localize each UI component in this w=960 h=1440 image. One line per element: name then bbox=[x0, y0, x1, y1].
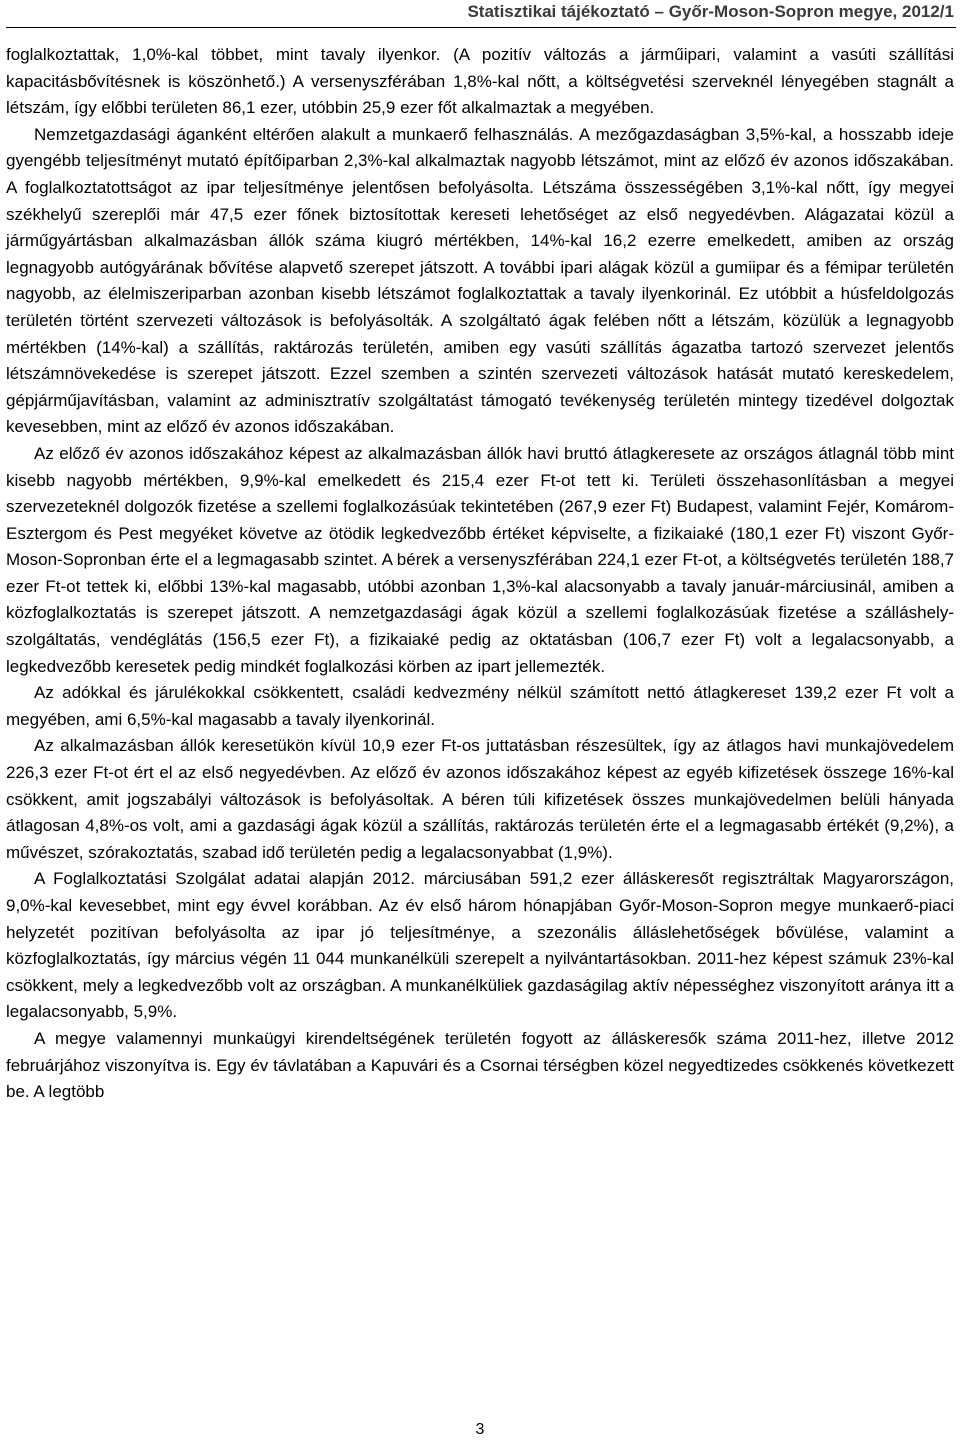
paragraph-job-centres: A megye valamennyi munkaügyi kirendeltségének területén fogyott az álláskeresők száma 2011-hez, illetve 2012 februárjához viszonyítva is. Egy év távlatában a Kapuvári és a Csornai térségben közel negyedtizedes csökkenés következett be. A legtöbb bbox=[6, 1028, 954, 1102]
paragraph-net-earnings: Az adókkal és járulékokkal csökkentett, családi kedvezmény nélkül számított nettó átlagkereset 139,2 ezer Ft volt a megyében, ami 6,5%-kal magasabb a tavaly ilyenkorinál. bbox=[6, 683, 954, 729]
paragraph-labour-income: Az alkalmazásban állók keresetükön kívül 10,9 ezer Ft-os juttatásban részesültek, így az átlagos havi munkajövedelem 226,3 ezer Ft-ot ért el az első negyedévben. Az előző év azonos időszakához képest az egyéb kifizetések összege 16%-kal csökkent, amit jogszabályi változások is befolyásoltak. A béren túli kifizetések összes munkajövedelmen belüli hányada átlagosan 4,8%-os volt, ami a gazdasági ágak közül a szállítás, raktározás területén érte el a legmagasabb értékét (9,2%), a művészet, szórakoztatás, szabad idő területén pedig a legalacsonyabbat (1,9%). bbox=[6, 736, 954, 862]
paragraph-employment-continued: foglalkoztattak, 1,0%-kal többet, mint tavaly ilyenkor. (A pozitív változás a járműipari, valamint a vasúti szállítási kapacitásbővítésnek is köszönhető.) A versenyszférában 1,8%-kal nőtt, a költségvetési szerveknél lényegében stagnált a létszám, így előbbi területen 86,1 ezer, utóbbin 25,9 ezer főt alkalmaztak a megyében. bbox=[6, 45, 954, 118]
paragraph-gross-earnings: Az előző év azonos időszakához képest az alkalmazásban állók havi bruttó átlagkeresete az országos átlagnál több mint kisebb nagyobb mértékben, 9,9%-kal emelkedett és 215,4 ezer Ft-ot tett ki. Területi összehasonlításban a megyei szervezeteknél dolgozók fizetése a szellemi foglalkozásúak tekintetében (267,9 ezer Ft) Budapest, valamint Fejér, Komárom-Esztergom és Pest megyéket követve az ötödik legkedvezőbb értéket képviselte, a fizikaiaké (180,1 ezer Ft) viszont Győr-Moson-Sopronban érte el a legmagasabb szintet. A bérek a versenyszférában 224,1 ezer Ft-ot, a költségvetés területén 188,7 ezer Ft-ot tettek ki, előbbi 13%-kal magasabb, utóbbi azonban 1,3%-kal alacsonyabb a tavaly január-márciusinál, amiben a közfoglalkoztatás is szerepet játszott. A nemzetgazdasági ágak közül a szellemi foglalkozásúak fizetése a szálláshely-szolgáltatás, vendéglátás (156,5 ezer Ft), a fizikaiaké pedig az oktatásban (106,7 ezer Ft) volt a legalacsonyabb, a legkedvezőbb keresetek pedig mindkét foglalkozási körben az ipart jellemezték. bbox=[6, 443, 954, 676]
document-body bbox=[6, 42, 954, 1106]
running-header-title: Statisztikai tájékoztató – Győr-Moson-Sopron megye, 2012/1 bbox=[467, 2, 954, 21]
page-number: 3 bbox=[475, 1421, 485, 1438]
paragraph-employment-by-sector: Nemzetgazdasági áganként eltérően alakult a munkaerő felhasználás. A mezőgazdaságban 3,5%-kal, a hosszabb ideje gyengébb teljesítményt mutató építőiparban 2,3%-kal alkalmaztak nagyobb létszámot, mint az előző év azonos időszakában. A foglalkoztatottságot az ipar teljesítménye jelentősen befolyásolta. Létszáma összességében 3,1%-kal nőtt, így megyei székhelyű szereplői már 47,5 ezer főnek biztosítottak kereseti lehetőséget az első negyedévben. Alágazatai közül a járműgyártásban alkalmazásban állók száma kiugró mértékben, 14%-kal 16,2 ezerre emelkedett, amiben az ország legnagyobb autógyárának bővítése alapvető szerepet játszott. A további ipari alágak közül a gumiipar és a fémipar területén nagyobb, az élelmiszeriparban azonban kisebb létszámot foglalkoztattak a tavaly ilyenkorinál. Ez utóbbit a húsfeldolgozás területén történt szervezeti változások is befolyásolták. A szolgáltató ágak felében nőtt a létszám, közülük a legnagyobb mértékben (14%-kal) a szállítás, raktározás területén, amiben egy vasúti szállítás ágazatba tartozó szervezet jelentős létszámnövekedése is szerepet játszott. Ezzel szemben a szintén szervezeti változások hatását mutató kereskedelem, gépjárműjavításban, valamint az adminisztratív szolgáltatást támogató tevékenység területén mintegy tizedével dolgoztak kevesebben, mint az előző év azonos időszakában. bbox=[6, 124, 954, 437]
header-divider bbox=[6, 27, 956, 28]
paragraph-jobseekers: A Foglalkoztatási Szolgálat adatai alapján 2012. márciusában 591,2 ezer álláskeresőt regisztráltak Magyarországon, 9,0%-kal kevesebbet, mint egy évvel korábban. Az év első három hónapjában Győr-Moson-Sopron megye munkaerő-piaci helyzetét pozitívan befolyásolta az ipar jó teljesítménye, a szezonális álláslehetőségek bővülése, valamint a közfoglalkoztatás, így március végén 11 044 munkanélküli szerepelt a nyilvántartásokban. 2011-hez képest számuk 23%-kal csökkent, mely a legkedvezőbb volt az országban. A munkanélküliek gazdaságilag aktív népességhez viszonyított aránya itt a legalacsonyabb, 5,9%. bbox=[6, 869, 954, 1022]
